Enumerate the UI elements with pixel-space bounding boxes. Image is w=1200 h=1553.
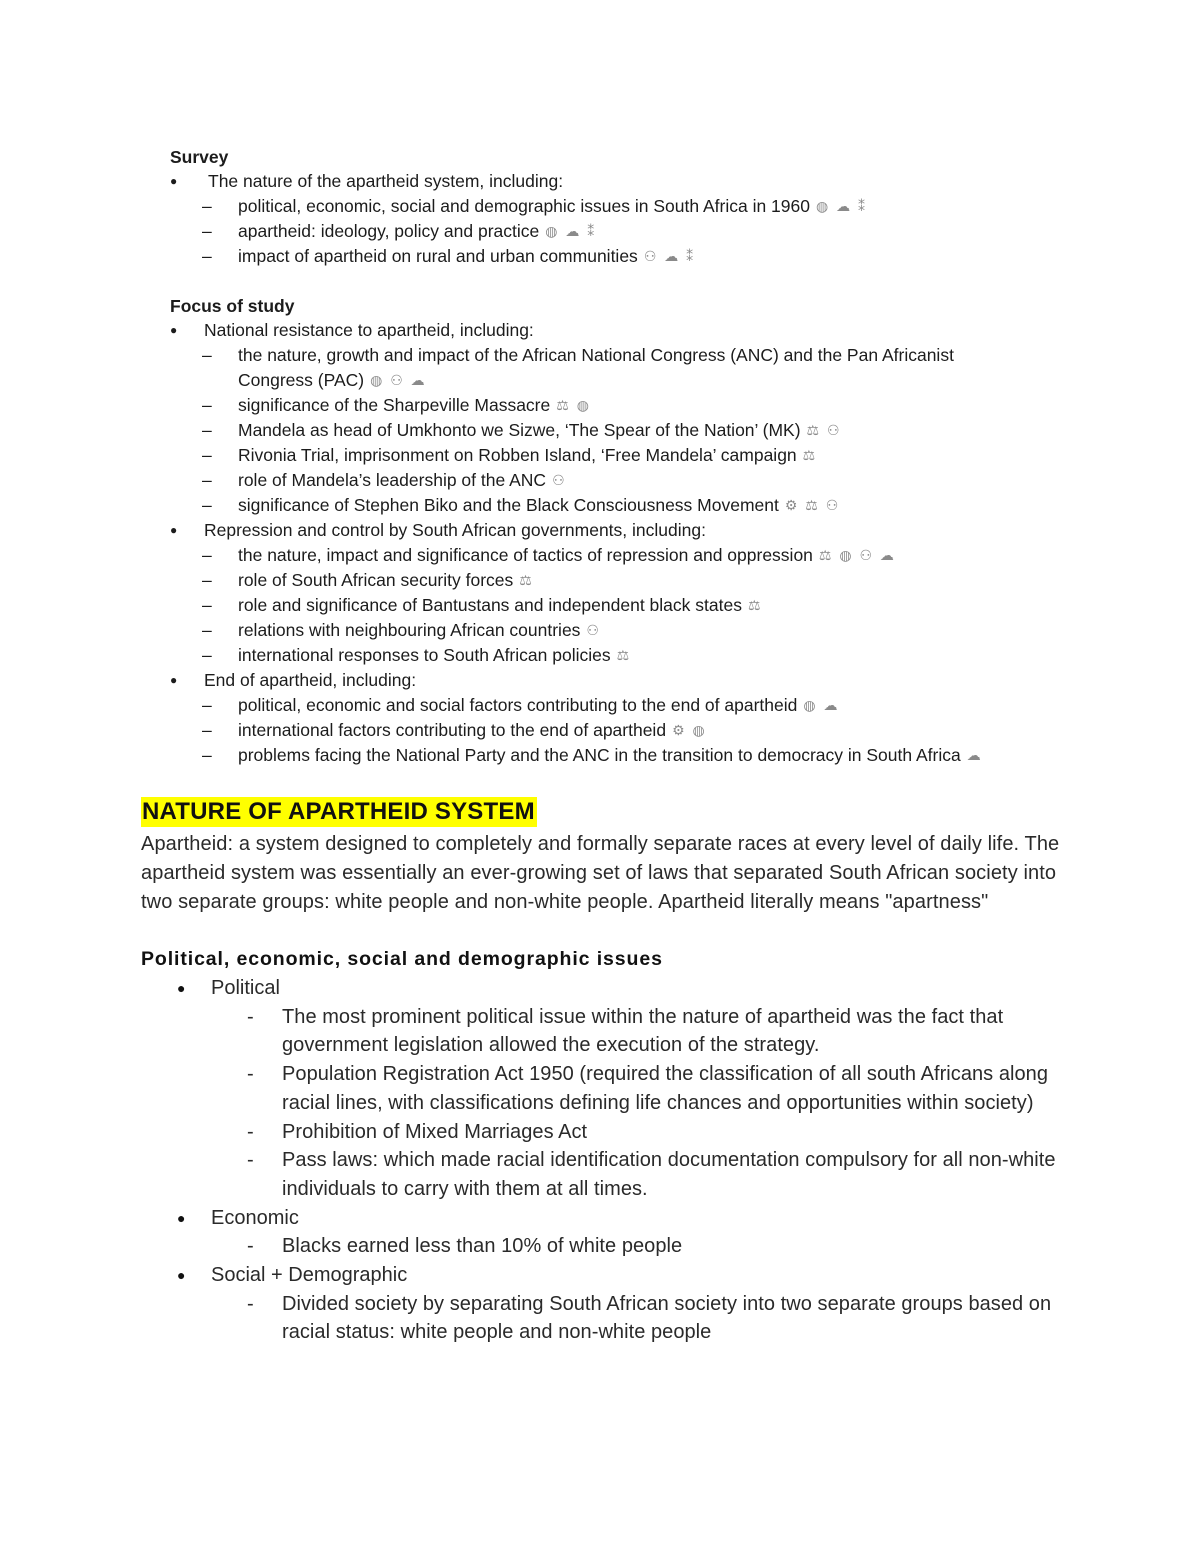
focus-sub-text: the nature, growth and impact of the African National Congress (ANC) and the Pan Africanist Congress (PAC) [238,345,954,390]
category-label: Social + Demographic [211,1264,408,1287]
point-text: Pass laws: which made racial identification documentation compulsory for all non-white individuals to carry with them at all times. [282,1149,1056,1200]
focus-sub-text: role of Mandela’s leadership of the ANC [238,470,547,490]
category-icons: ◍ ☁ ⁑ [545,223,597,239]
dash-marker: - [247,1292,254,1315]
issues-subheading: Political, economic, social and demographic issues [141,948,663,970]
dash-marker: – [202,196,212,216]
dash-marker: – [202,645,212,665]
category-icons: ◍ ☁ [803,697,840,713]
bullet-icon: ● [177,1209,186,1226]
category-icons: ☁ [966,747,983,763]
category-icons: ◍ ☁ ⁑ [816,198,867,214]
focus-item [170,668,1050,693]
list-sub-item [141,1146,1061,1203]
list-sub-item [141,1232,1061,1261]
focus-item-text: End of apartheid, including: [204,670,417,690]
category-icons: ⚖ [616,647,632,663]
point-text: The most prominent political issue within the nature of apartheid was the fact that government legislation allowed the execution of the strategy. [282,1005,1004,1057]
survey-item [170,169,1050,194]
category-icons: ⚖ [519,572,534,588]
dash-marker: – [202,620,212,640]
focus-sub-item [170,418,1050,443]
focus-sub-text: significance of the Sharpeville Massacre [238,395,551,415]
focus-sub-item [170,693,1050,718]
dash-marker: - [247,1235,254,1258]
focus-sub-text: international responses to South African policies [238,645,611,665]
issues-list [141,974,1061,1347]
category-icons: ⚖ [747,597,763,613]
list-sub-item [141,1290,1061,1347]
dash-marker: – [202,695,212,715]
list-item [141,1204,1061,1233]
dash-marker: – [202,420,212,440]
dash-marker: – [202,595,212,615]
survey-item-text: The nature of the apartheid system, including: [208,171,564,191]
focus-sub-text: significance of Stephen Biko and the Black Consciousness Movement [238,495,779,515]
bullet-icon: ● [170,174,178,188]
focus-sub-text: the nature, impact and significance of tactics of repression and oppression [238,545,813,565]
list-item [141,1261,1061,1290]
focus-heading: Focus of study [170,296,295,316]
point-text: Blacks earned less than 10% of white people [282,1235,683,1258]
dash-marker: - [247,1149,254,1172]
category-icons: ⚙ ◍ [672,722,707,738]
category-icons: ⚇ ☁ ⁑ [643,248,696,264]
category-icons: ⚖ ◍ [556,397,591,413]
focus-sub-item [170,443,1050,468]
survey-sub-text: impact of apartheid on rural and urban communities [238,246,638,266]
dash-marker: – [202,221,212,241]
list-sub-item [141,1118,1061,1147]
survey-sub-text: apartheid: ideology, policy and practice [238,221,540,241]
dash-marker: – [202,570,212,590]
list-sub-item [141,1003,1061,1060]
point-text: Population Registration Act 1950 (required the classification of all south Africans along racial lines, with classifications defining life chances and opportunities within society) [282,1063,1049,1114]
dash-marker: - [247,1005,254,1028]
survey-sub-item [170,244,1050,269]
dash-marker: – [202,545,212,565]
focus-sub-text: role and significance of Bantustans and independent black states [238,595,742,615]
point-text: Prohibition of Mixed Marriages Act [282,1120,588,1143]
category-icons: ⚖ [802,447,818,463]
dash-marker: – [202,345,212,365]
survey-sub-item [170,219,1050,244]
focus-sub-text: international factors contributing to the end of apartheid [238,720,667,740]
focus-item-text: National resistance to apartheid, including: [204,320,534,340]
survey-sub-text: political, economic, social and demographic issues in South Africa in 1960 [238,196,810,216]
category-label: Economic [211,1206,299,1229]
category-icons: ⚖ ◍ ⚇ ☁ [818,547,896,563]
focus-item-text: Repression and control by South African governments, including: [204,520,706,540]
dash-marker: – [202,720,212,740]
focus-sub-text: relations with neighbouring African countries [238,620,581,640]
survey-sub-item [170,194,1050,219]
focus-sub-text: political, economic and social factors contributing to the end of apartheid [238,695,798,715]
focus-sub-item [170,568,1050,593]
bullet-icon: ● [177,980,186,996]
notes-block [141,797,1061,1347]
dash-marker: - [247,1063,254,1086]
category-label: Political [211,977,280,999]
dash-marker: - [247,1120,254,1143]
category-icons: ◍ ⚇ ☁ [370,372,427,388]
focus-sub-text: Mandela as head of Umkhonto we Sizwe, ‘The Spear of the Nation’ (MK) [238,420,801,440]
category-icons: ⚖ ⚇ [806,422,842,438]
focus-sub-item [170,543,1050,568]
bullet-icon: ● [170,323,178,337]
focus-item [170,318,1050,343]
list-sub-item [141,1060,1061,1117]
dash-marker: – [202,495,212,515]
category-icons: ⚇ [586,622,601,638]
focus-sub-item [170,718,1050,743]
focus-sub-text: problems facing the National Party and the ANC in the transition to democracy in South Africa [238,745,961,765]
focus-item [170,518,1050,543]
dash-marker: – [202,745,212,765]
focus-sub-text: Rivonia Trial, imprisonment on Robben Island, ‘Free Mandela’ campaign [238,445,797,465]
category-icons: ⚙ ⚖ ⚇ [784,497,841,513]
focus-sub-text: role of South African security forces [238,570,514,590]
focus-sub-item [170,743,1050,768]
bullet-icon: ● [177,1267,186,1284]
focus-sub-item [170,493,1050,518]
focus-sub-item [170,643,1050,668]
list-item [141,974,1061,1003]
syllabus-block [170,145,1050,768]
dash-marker: – [202,470,212,490]
focus-sub-item [170,618,1050,643]
category-icons: ⚇ [552,472,567,488]
focus-sub-item [170,593,1050,618]
dash-marker: – [202,445,212,465]
section-title: NATURE OF APARTHEID SYSTEM [142,798,535,825]
dash-marker: – [202,246,212,266]
survey-heading: Survey [170,147,229,167]
intro-paragraph: Apartheid: a system designed to completely and formally separate races at every level of daily life. The apartheid system was essentially an ever-growing set of laws that separated South African society into two separate groups: white people and non-white people. Apartheid literally means "apartness" [141,833,1060,913]
focus-sub-item [170,393,1050,418]
focus-sub-item [170,343,1050,393]
bullet-icon: ● [170,523,178,537]
focus-sub-item [170,468,1050,493]
bullet-icon: ● [170,673,178,687]
dash-marker: – [202,395,212,415]
point-text: Divided society by separating South African society into two separate groups based on racial status: white people and non-white people [282,1292,1052,1344]
